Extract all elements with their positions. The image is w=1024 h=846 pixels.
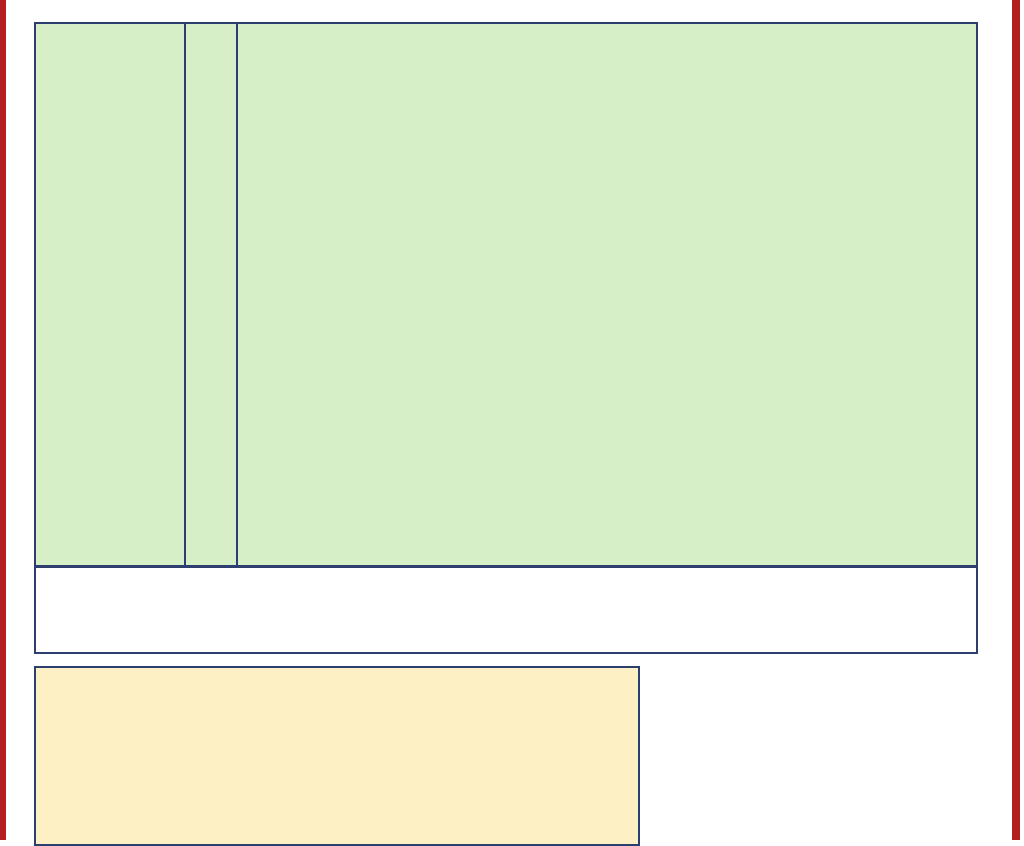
advisory-table [34, 22, 978, 567]
officer-title [760, 743, 980, 786]
letter-column [186, 24, 238, 565]
share-message-box [34, 566, 978, 654]
contact-box [34, 666, 640, 846]
officer-place [760, 786, 980, 829]
page-border-left [0, 0, 6, 840]
advisory-label-cell [36, 24, 186, 565]
page-border-right [1012, 0, 1020, 840]
signature-block [760, 700, 980, 829]
officer-name [760, 700, 980, 743]
